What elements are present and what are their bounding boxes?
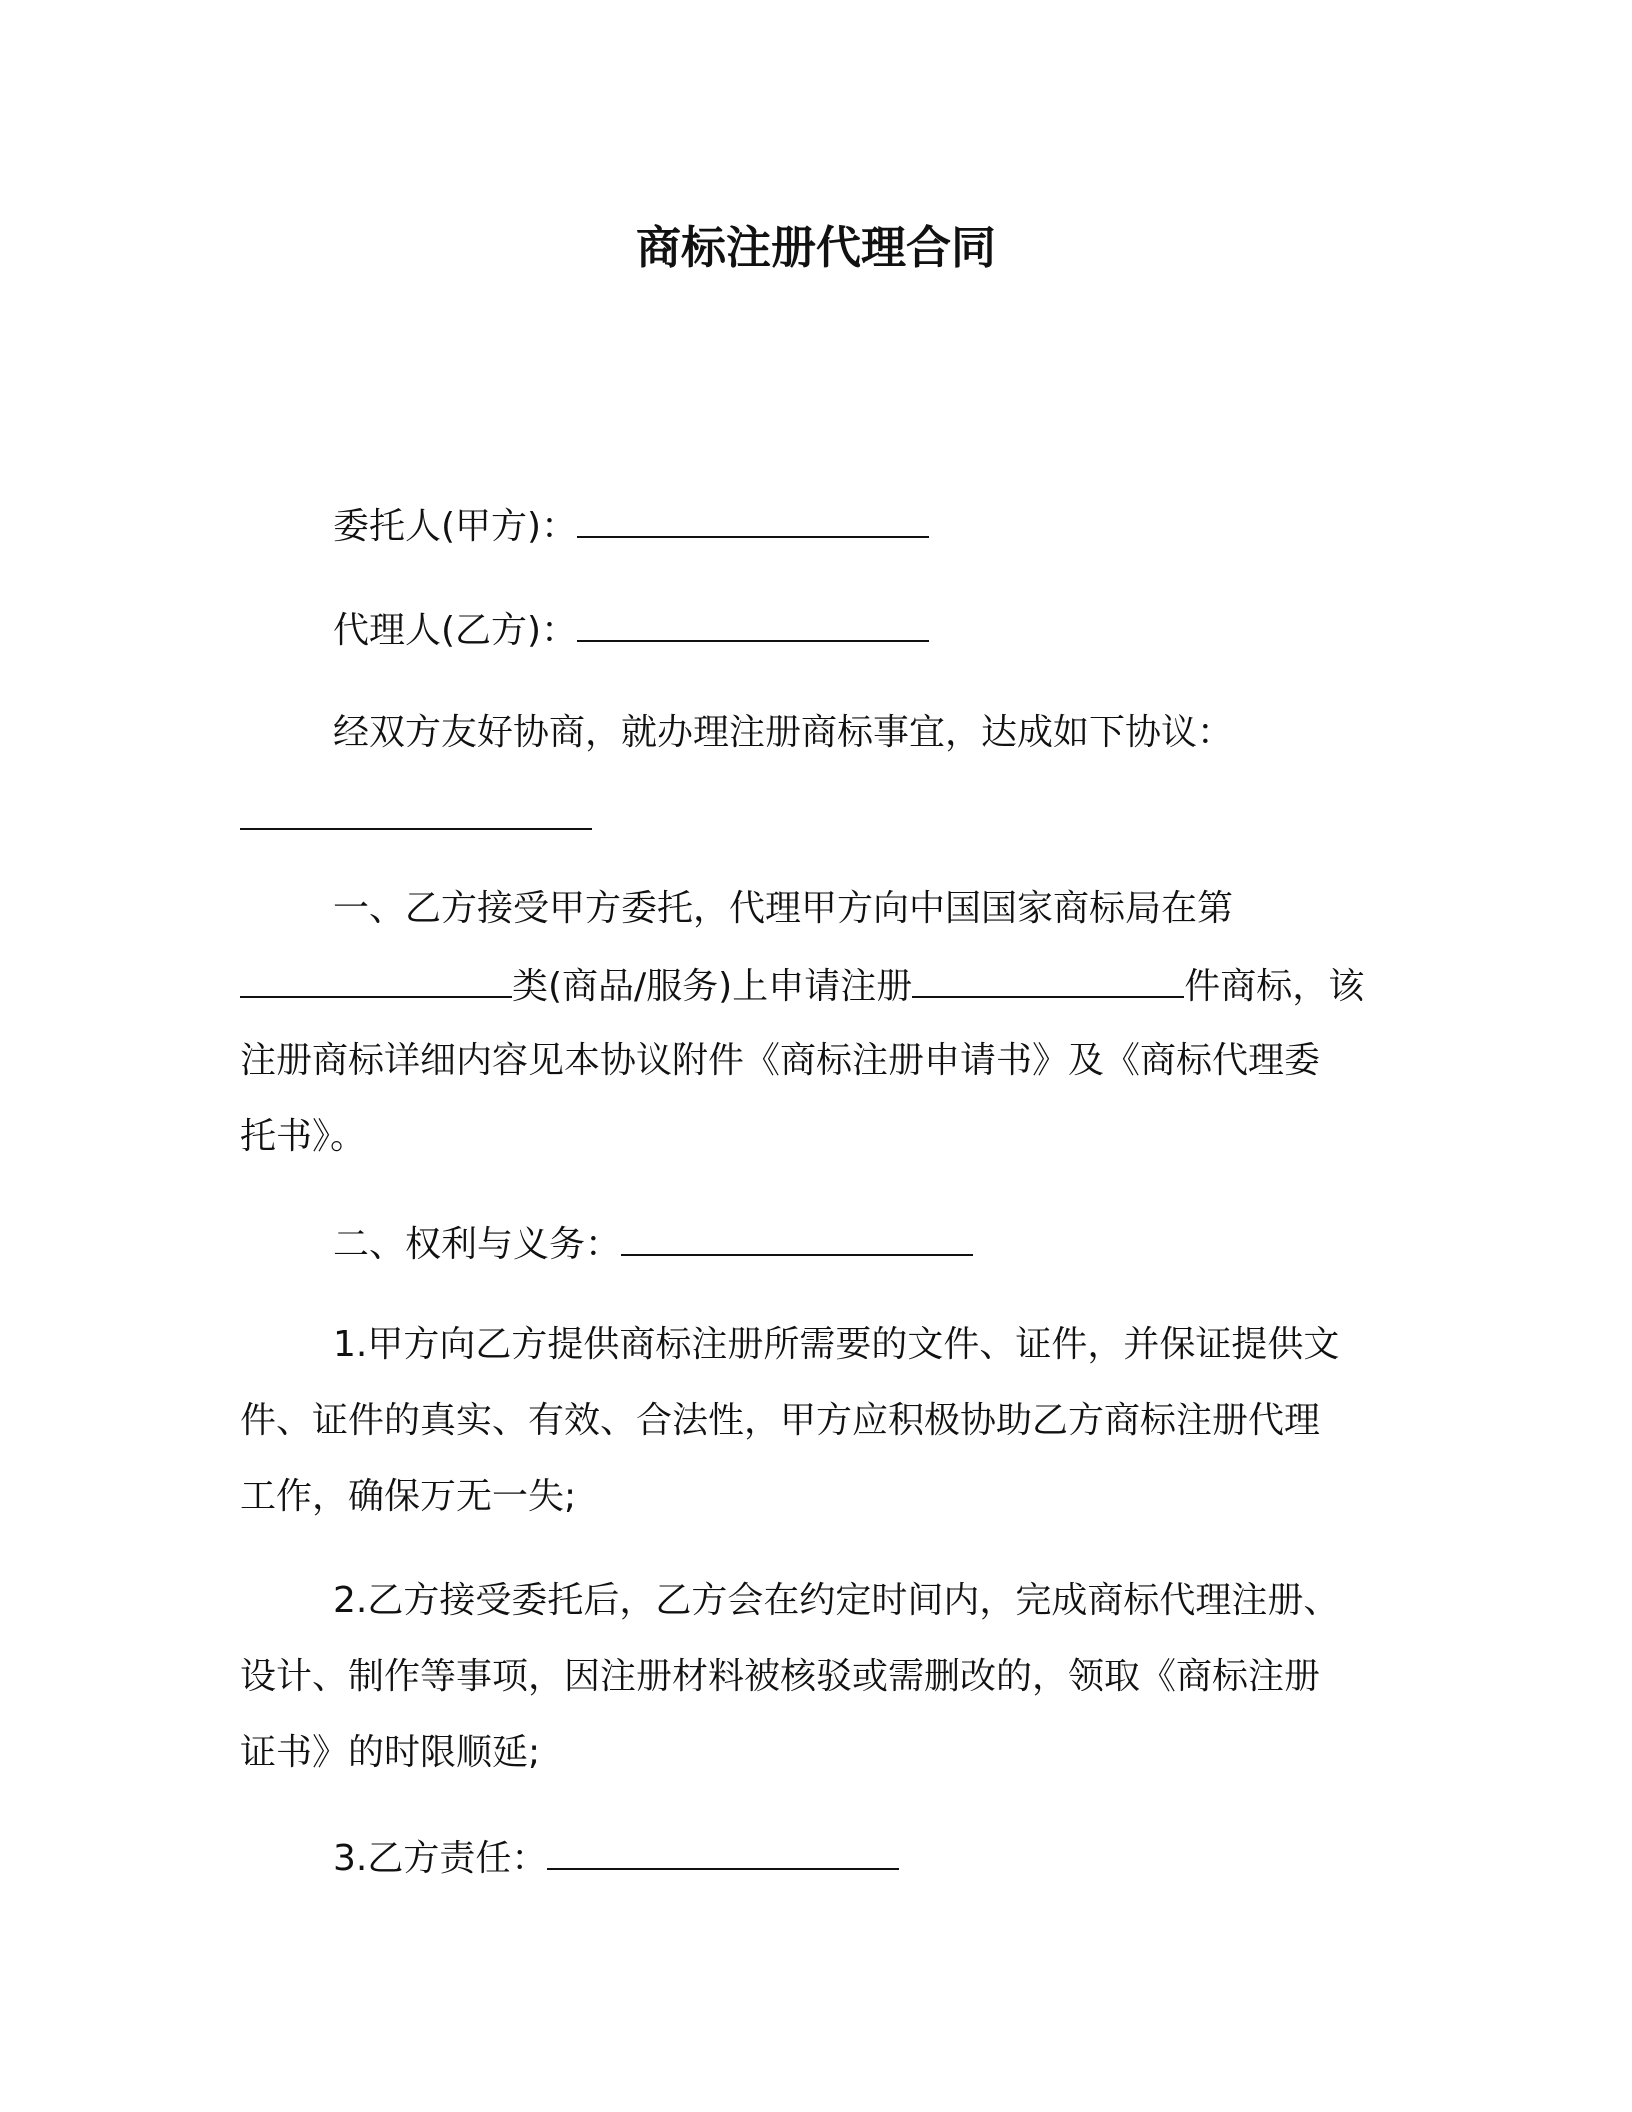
trademark-count-blank	[912, 958, 1184, 998]
clause2-item3-label: 3.乙方责任：	[333, 1838, 548, 1879]
clause1-line2-mid: 类(商品/服务)上申请注册	[512, 966, 913, 1007]
clause2-item3-line	[333, 1830, 899, 1886]
party-b-label: 代理人(乙方)：	[333, 610, 578, 651]
clause2-item2-line1: 2.乙方接受委托后，乙方会在约定时间内，完成商标代理注册、	[333, 1580, 1340, 1621]
intro-text: 经双方友好协商，就办理注册商标事宜，达成如下协议：	[333, 712, 1234, 753]
clause2-item2-line3: 证书》的时限顺延;	[240, 1732, 541, 1773]
clause1-line1: 一、乙方接受甲方委托，代理甲方向中国国家商标局在第	[333, 888, 1234, 929]
clause2-item1-line1: 1.甲方向乙方提供商标注册所需要的文件、证件，并保证提供文	[333, 1324, 1340, 1365]
clause2-blank	[621, 1216, 973, 1256]
clause2-heading: 二、权利与义务：	[333, 1224, 622, 1265]
document-title: 商标注册代理合同	[635, 221, 996, 274]
party-a-line	[333, 498, 929, 554]
clause1-line2-end: 件商标，该	[1184, 966, 1365, 1007]
clause1-line2	[240, 958, 1364, 1014]
clause2-item3-blank	[547, 1830, 899, 1870]
clause1-line4: 托书》。	[240, 1116, 367, 1157]
intro-blank-line	[240, 790, 592, 846]
clause2-item2-line2: 设计、制作等事项，因注册材料被核驳或需删改的，领取《商标注册	[240, 1656, 1321, 1697]
party-b-blank	[577, 602, 929, 642]
class-number-blank	[240, 958, 512, 998]
party-a-label: 委托人(甲方)：	[333, 506, 578, 547]
party-a-blank	[577, 498, 929, 538]
clause1-line3: 注册商标详细内容见本协议附件《商标注册申请书》及《商标代理委	[240, 1040, 1321, 1081]
clause2-heading-line	[333, 1216, 973, 1272]
clause2-item1-line3: 工作，确保万无一失;	[240, 1476, 577, 1517]
clause2-item1-line2: 件、证件的真实、有效、合法性，甲方应积极协助乙方商标注册代理	[240, 1400, 1321, 1441]
intro-blank	[240, 790, 592, 830]
party-b-line	[333, 602, 929, 658]
